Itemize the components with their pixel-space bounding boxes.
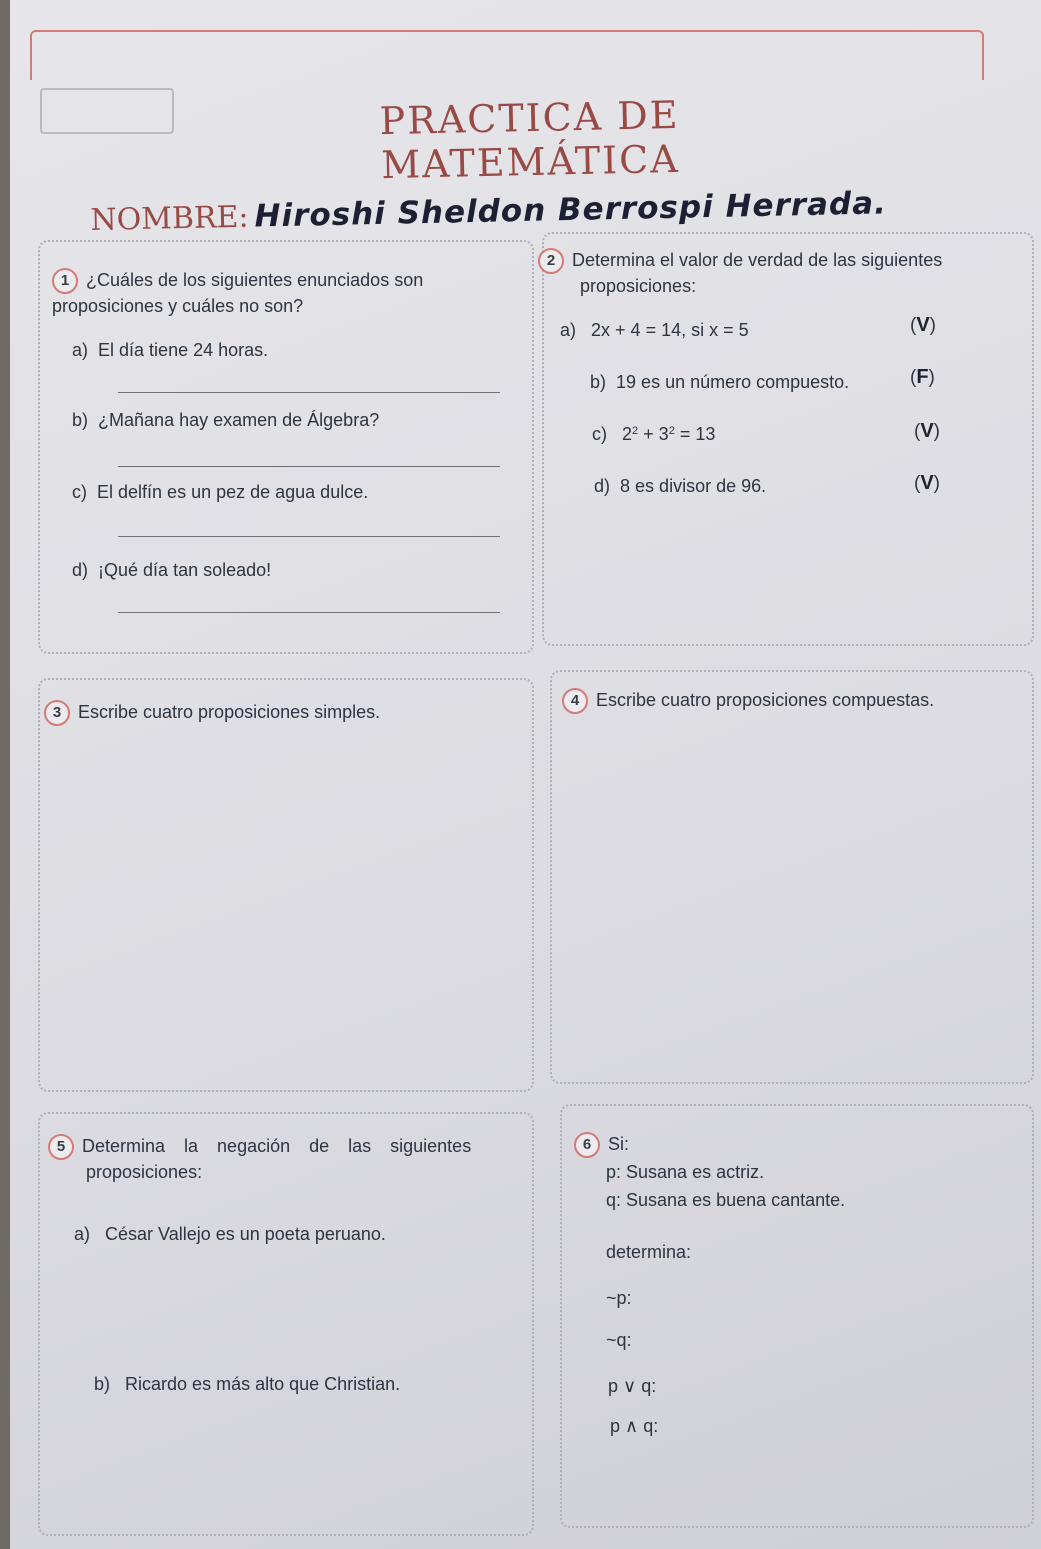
- q5-item-b: [94, 1372, 400, 1396]
- q4-text: Escribe cuatro proposiciones compuestas.: [596, 690, 935, 710]
- header-band: [30, 30, 984, 80]
- item-letter: a): [560, 320, 577, 340]
- item-text: 19 es un número compuesto.: [616, 372, 850, 392]
- expr-base: 2: [622, 424, 633, 444]
- name-field: [90, 185, 887, 238]
- item-letter: b): [590, 372, 607, 392]
- worksheet-page: [10, 0, 1041, 1549]
- item-letter: c): [592, 424, 607, 444]
- q4-number: 4: [562, 688, 588, 714]
- item-text: El delfín es un pez de agua dulce.: [97, 482, 369, 502]
- answer-mark: F: [916, 366, 929, 388]
- expr-exponent: 2: [632, 425, 639, 437]
- q6-expr-p-or-q: p ∨ q:: [608, 1376, 657, 1396]
- q6-expr-not-q: ~q:: [606, 1330, 632, 1350]
- q1-item-b: [72, 408, 379, 432]
- q3-prompt: [44, 700, 380, 726]
- item-letter: d): [72, 560, 89, 580]
- q6-intro: [574, 1132, 629, 1158]
- q6-number: 6: [574, 1132, 600, 1158]
- item-text: ¡Qué día tan soleado!: [98, 560, 272, 580]
- name-label: NOMBRE:: [90, 199, 249, 238]
- q5-item-a: [74, 1222, 386, 1246]
- q1-prompt: [52, 268, 512, 318]
- answer-line-a: [118, 392, 500, 393]
- item-letter: c): [72, 482, 87, 502]
- q1-item-d: [72, 558, 271, 582]
- expr-middle: + 3: [638, 424, 669, 444]
- q2-item-b: [590, 370, 849, 394]
- q2-number: 2: [538, 248, 564, 274]
- item-text: Ricardo es más alto que Christian.: [125, 1374, 401, 1394]
- expr-exponent: 2: [668, 425, 675, 437]
- answer-mark: V: [920, 420, 934, 442]
- q6-si: Si:: [608, 1134, 630, 1154]
- q2-text-line2: proposiciones:: [580, 276, 697, 297]
- item-letter: b): [94, 1374, 111, 1394]
- item-text: El día tiene 24 horas.: [98, 340, 269, 360]
- item-letter: a): [72, 340, 89, 360]
- item-letter: b): [72, 410, 89, 430]
- q2-item-a: [560, 318, 749, 342]
- answer-mark: V: [920, 472, 934, 494]
- q1-number: 1: [52, 268, 78, 294]
- answer-mark: V: [916, 314, 930, 336]
- q6-expr-p-and-q: p ∧ q:: [610, 1416, 659, 1436]
- q3-number: 3: [44, 700, 70, 726]
- q3-text: Escribe cuatro proposiciones simples.: [78, 702, 381, 722]
- q2-answer-d: (V): [914, 472, 940, 494]
- answer-line-b: [118, 466, 500, 467]
- q1-item-c: [72, 480, 368, 504]
- decorative-box: [40, 88, 174, 134]
- q1-text: ¿Cuáles de los siguientes enunciados son proposiciones y cuáles no son?: [52, 270, 424, 317]
- student-name: Hiroshi Sheldon Berrospi Herrada.: [254, 185, 888, 235]
- item-text: ¿Mañana hay examen de Álgebra?: [98, 410, 380, 430]
- expr-tail: = 13: [674, 424, 716, 444]
- q1-item-a: [72, 338, 268, 362]
- panel-q3: [38, 678, 534, 1092]
- q6-determine: determina:: [606, 1242, 692, 1262]
- q2-prompt: [538, 248, 1018, 298]
- q5-text-line1: Determina la negación de las siguientes: [82, 1136, 472, 1156]
- q6-expr-not-p: ~p:: [606, 1288, 632, 1308]
- item-text: 2x + 4 = 14, si x = 5: [591, 320, 749, 340]
- item-letter: d): [594, 476, 611, 496]
- q5-number: 5: [48, 1134, 74, 1160]
- q6-p: p: Susana es actriz.: [606, 1162, 765, 1182]
- q5-text-line2: proposiciones:: [86, 1162, 203, 1183]
- q2-answer-b: (F): [910, 366, 935, 388]
- q2-item-d: [594, 474, 766, 498]
- q2-answer-a: (V): [910, 314, 936, 336]
- q4-prompt: [562, 688, 934, 714]
- item-text: César Vallejo es un poeta peruano.: [105, 1224, 386, 1244]
- item-letter: a): [74, 1224, 91, 1244]
- q2-item-c: [592, 422, 715, 446]
- panel-q4: [550, 670, 1034, 1084]
- q6-q: q: Susana es buena cantante.: [606, 1190, 846, 1210]
- q2-answer-c: (V): [914, 420, 940, 442]
- page-title: PRACTICA DE MATEMÁTICA: [379, 92, 681, 188]
- q2-text-line1: Determina el valor de verdad de las siguientes: [572, 250, 943, 270]
- q5-prompt: [48, 1134, 528, 1184]
- answer-line-c: [118, 536, 500, 537]
- answer-line-d: [118, 612, 500, 613]
- item-text: 8 es divisor de 96.: [620, 476, 767, 496]
